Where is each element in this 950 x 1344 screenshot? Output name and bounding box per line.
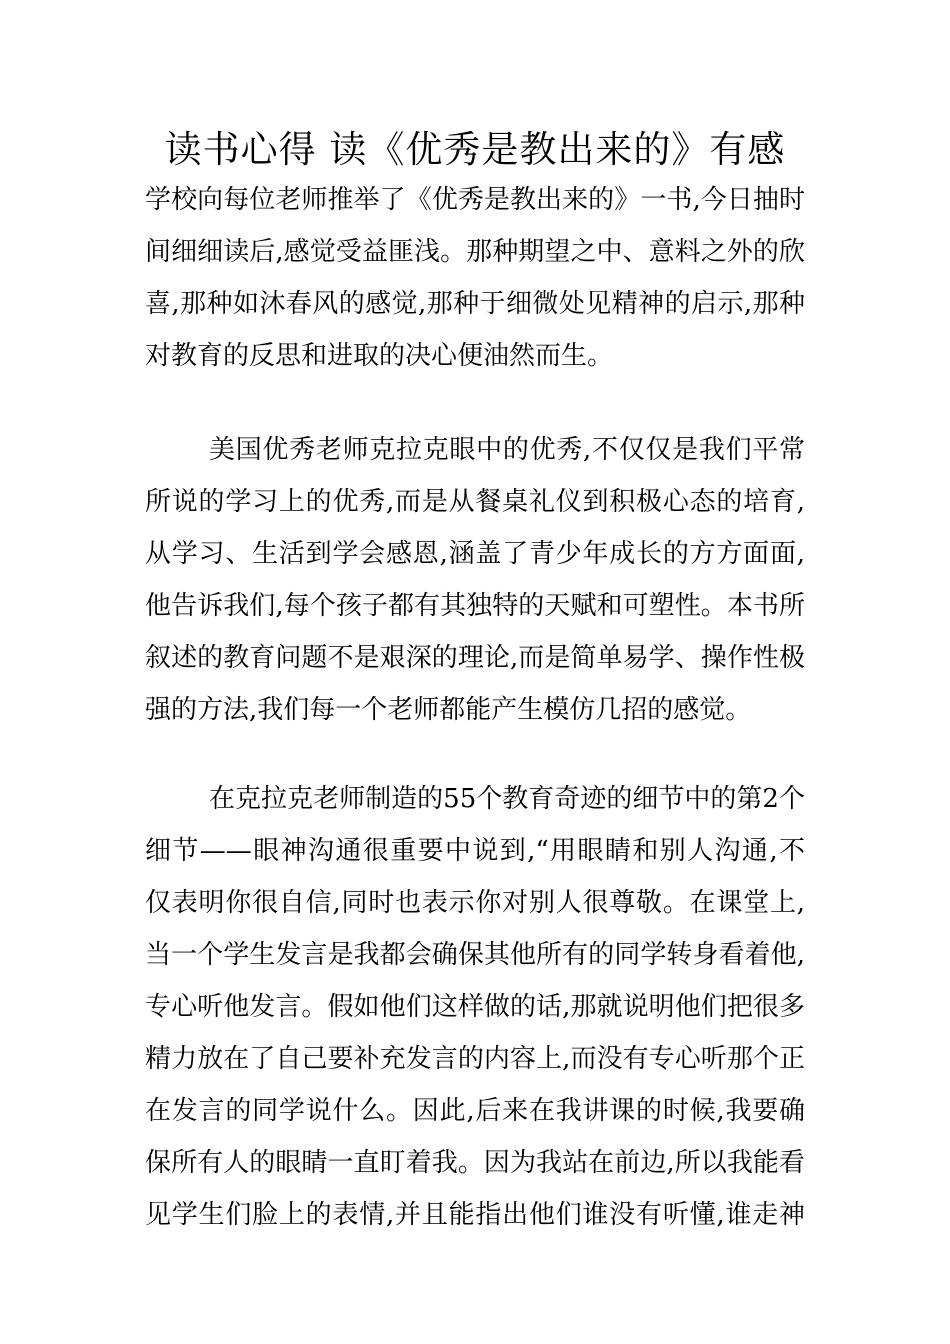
paragraph-line: 见学生们脸上的表情,并且能指出他们谁没有听懂,谁走神 (145, 1200, 805, 1230)
document-title: 读书心得 读《优秀是教出来的》有感 (164, 128, 786, 171)
paragraph-line: 喜,那种如沐春风的感觉,那种于细微处见精神的启示,那种 (145, 289, 805, 319)
paragraph-line: 专心听他发言。假如他们这样做的话,那就说明他们把很多 (145, 992, 805, 1022)
paragraph-line: 从学习、生活到学会感恩,涵盖了青少年成长的方方面面, (145, 539, 805, 569)
paragraph-line: 在克拉克老师制造的55个教育奇迹的细节中的第2个 (209, 784, 805, 814)
paragraph-3 (145, 773, 805, 1241)
paragraph-line: 他告诉我们,每个孩子都有其独特的天赋和可塑性。本书所 (145, 591, 805, 621)
paragraph-line: 叙述的教育问题不是艰深的理论,而是简单易学、操作性极 (145, 643, 805, 673)
paragraph-line: 保所有人的眼睛一直盯着我。因为我站在前边,所以我能看 (145, 1148, 805, 1178)
paragraph-line: 精力放在了自己要补充发言的内容上,而没有专心听那个正 (145, 1044, 805, 1074)
paragraph-2 (145, 424, 805, 736)
paragraph-1 (145, 174, 805, 382)
paragraph-line: 对教育的反思和进取的决心便油然而生。 (145, 341, 614, 371)
paragraph-line: 当一个学生发言是我都会确保其他所有的同学转身看着他, (145, 940, 805, 970)
paragraph-line: 间细细读后,感觉受益匪浅。那种期望之中、意料之外的欣 (145, 237, 805, 267)
paragraph-line: 美国优秀老师克拉克眼中的优秀,不仅仅是我们平常 (209, 435, 805, 465)
paragraph-line: 学校向每位老师推举了《优秀是教出来的》一书,今日抽时 (145, 185, 805, 215)
paragraph-line: 强的方法,我们每一个老师都能产生模仿几招的感觉。 (145, 695, 752, 725)
paragraph-line: 在发言的同学说什么。因此,后来在我讲课的时候,我要确 (145, 1096, 805, 1126)
paragraph-line: 仅表明你很自信,同时也表示你对别人很尊敬。在课堂上, (145, 888, 805, 918)
paragraph-line: 细节——眼神沟通很重要中说到,“用眼睛和别人沟通,不 (145, 836, 805, 866)
paragraph-line: 所说的学习上的优秀,而是从餐桌礼仪到积极心态的培育, (145, 487, 805, 517)
